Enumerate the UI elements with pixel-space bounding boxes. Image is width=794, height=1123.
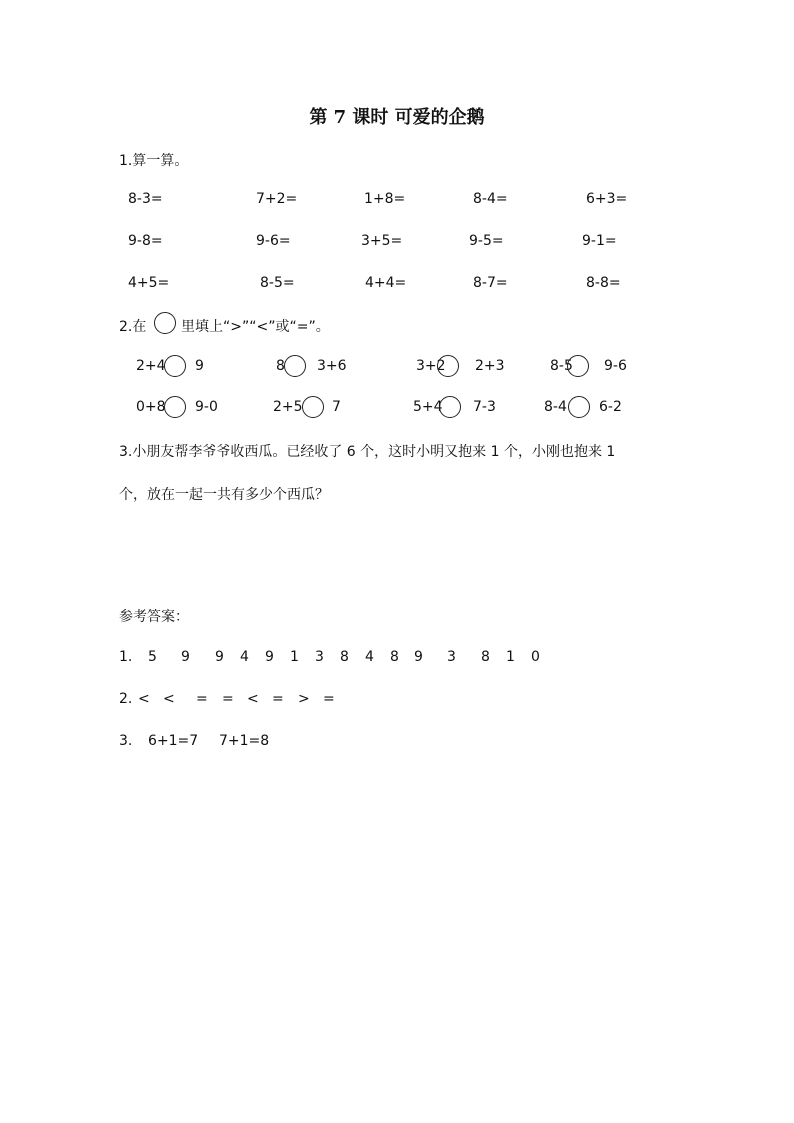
answer-value: 0 [531, 649, 540, 665]
answer-value: 7+1=8 [219, 733, 270, 749]
answer-value: 3 [315, 649, 324, 665]
q2-left-expression: 2+4 [136, 358, 166, 374]
q3-line-2: 个，放在一起一共有多少个西瓜？ [119, 487, 329, 503]
q1-item: 8-7= [473, 275, 508, 291]
q2-left-expression: 8 [276, 358, 285, 374]
comparison-circle[interactable] [567, 355, 589, 377]
answer-value: 9 [181, 649, 190, 665]
q2-heading-prefix: 2.在 [119, 319, 147, 335]
q2-right-expression: 7-3 [473, 399, 496, 415]
answer-1-label: 1. [119, 649, 133, 665]
answer-value: 8 [340, 649, 349, 665]
q2-left-expression: 5+4 [413, 399, 443, 415]
q1-item: 7+2= [256, 191, 298, 207]
answer-value: 4 [240, 649, 249, 665]
answer-value: 9 [414, 649, 423, 665]
q1-heading: 1.算一算。 [119, 153, 189, 169]
answer-value: = [323, 691, 335, 707]
answer-value: 5 [148, 649, 157, 665]
answer-value: 1 [506, 649, 515, 665]
answer-2-label: 2. [119, 691, 133, 707]
comparison-circle[interactable] [437, 355, 459, 377]
answer-value: = [222, 691, 234, 707]
q1-item: 9-8= [128, 233, 163, 249]
q2-right-expression: 7 [332, 399, 341, 415]
q2-left-expression: 8-5 [550, 358, 573, 374]
q2-left-expression: 3+2 [416, 358, 446, 374]
comparison-circle[interactable] [439, 396, 461, 418]
answers-heading: 参考答案： [119, 609, 189, 625]
q1-item: 9-1= [582, 233, 617, 249]
q1-item: 4+4= [365, 275, 407, 291]
answer-3-label: 3. [119, 733, 133, 749]
q2-left-expression: 8-4 [544, 399, 567, 415]
answer-value: < [247, 691, 259, 707]
q2-left-expression: 0+8 [136, 399, 166, 415]
q2-right-expression: 6-2 [599, 399, 622, 415]
answer-value: < [163, 691, 175, 707]
answer-value: 8 [481, 649, 490, 665]
q2-left-expression: 2+5 [273, 399, 303, 415]
page-title: 第 7 课时 可爱的企鹅 [309, 107, 485, 128]
q1-item: 4+5= [128, 275, 170, 291]
q2-right-expression: 2+3 [475, 358, 505, 374]
answer-value: = [272, 691, 284, 707]
q1-item: 8-4= [473, 191, 508, 207]
answer-value: < [138, 691, 150, 707]
answer-value: 1 [290, 649, 299, 665]
q1-item: 8-8= [586, 275, 621, 291]
answer-value: = [196, 691, 208, 707]
answer-value: 4 [365, 649, 374, 665]
q2-right-expression: 3+6 [317, 358, 347, 374]
answer-value: 9 [215, 649, 224, 665]
comparison-circle[interactable] [164, 396, 186, 418]
q2-right-expression: 9-6 [604, 358, 627, 374]
comparison-circle[interactable] [284, 355, 306, 377]
q1-item: 9-6= [256, 233, 291, 249]
comparison-circle[interactable] [164, 355, 186, 377]
q2-right-expression: 9 [195, 358, 204, 374]
q1-item: 1+8= [364, 191, 406, 207]
answer-value: 8 [390, 649, 399, 665]
circle-blank-icon [154, 312, 176, 334]
q1-item: 9-5= [469, 233, 504, 249]
q1-item: 6+3= [586, 191, 628, 207]
q2-right-expression: 9-0 [195, 399, 218, 415]
q2-heading-suffix: 里填上“>”“<”或“=”。 [181, 319, 330, 335]
q3-line-1: 3.小朋友帮李爷爷收西瓜。已经收了 6 个，这时小明又抱来 1 个，小刚也抱来 1 [119, 444, 616, 460]
q1-item: 3+5= [361, 233, 403, 249]
comparison-circle[interactable] [302, 396, 324, 418]
answer-value: > [298, 691, 310, 707]
answer-value: 3 [447, 649, 456, 665]
q1-item: 8-5= [260, 275, 295, 291]
q1-item: 8-3= [128, 191, 163, 207]
comparison-circle[interactable] [568, 396, 590, 418]
answer-value: 9 [265, 649, 274, 665]
answer-value: 6+1=7 [148, 733, 199, 749]
